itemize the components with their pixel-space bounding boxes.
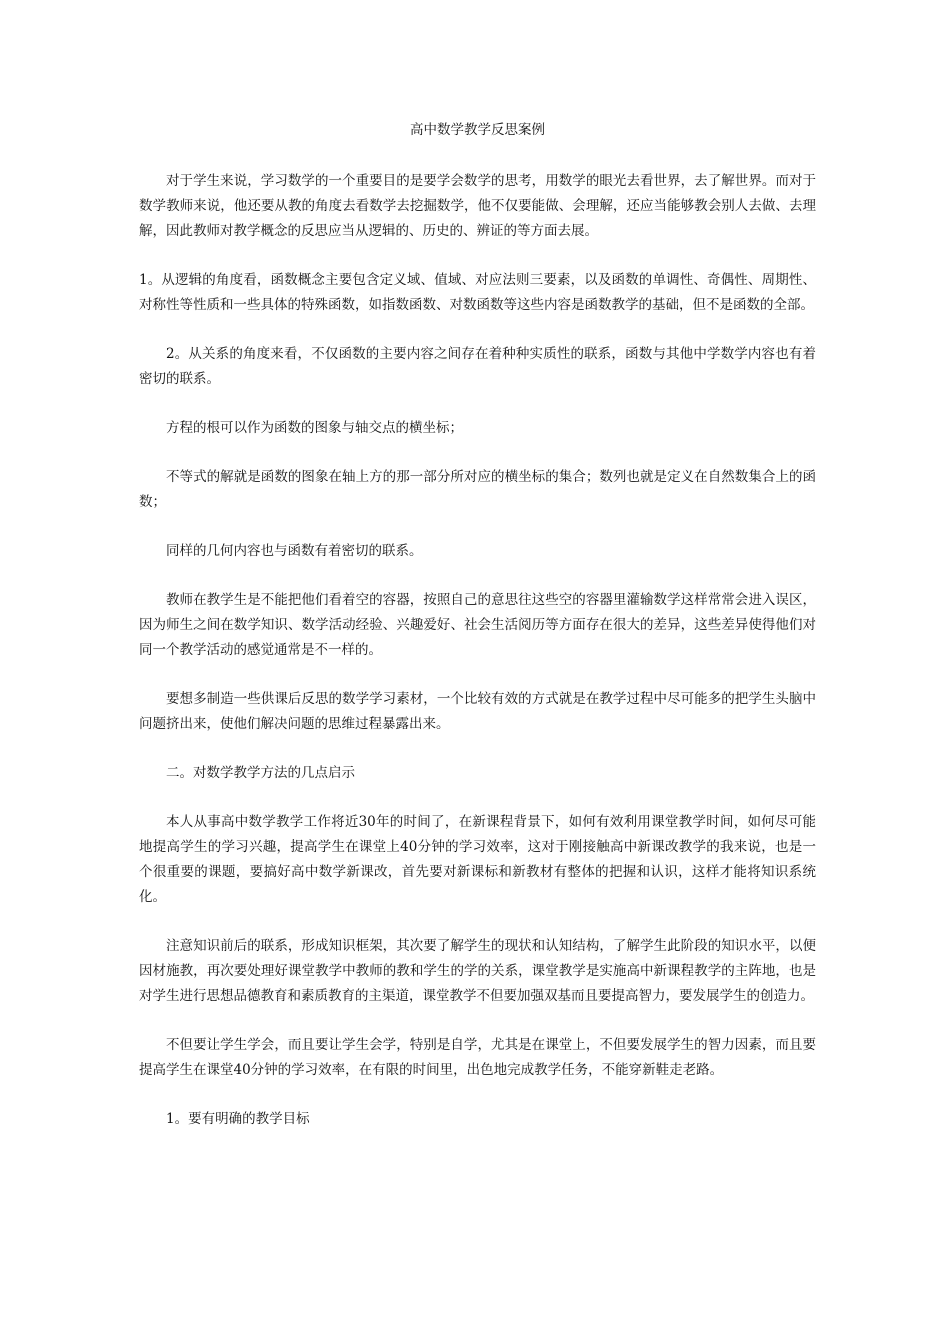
paragraph-teacher-students: 教师在教学生是不能把他们看着空的容器，按照自己的意思往这些空的容器里灌输数学这样常常会进入误区，因为师生之间在数学知识、数学活动经验、兴趣爱好、社会生活阅历等方面存在很大的差异，这些差异使得他们对同一个教学活动的感觉通常是不一样的。 [139, 592, 816, 658]
paragraph-intro: 对于学生来说，学习数学的一个重要目的是要学会数学的思考，用数学的眼光去看世界，去了解世界。而对于数学教师来说，他还要从教的角度去看数学去挖掘数学，他不仅要能做、会理解，还应当能够教会别人去做、去理解，因此教师对教学概念的反思应当从逻辑的、历史的、辨证的等方面去展。 [139, 173, 816, 239]
paragraph-equation-roots: 方程的根可以作为函数的图象与轴交点的横坐标； [166, 420, 463, 436]
document-title: 高中数学教学反思案例 [410, 122, 545, 138]
paragraph-self-learning: 不但要让学生学会，而且要让学生会学，特别是自学，尤其是在课堂上，不但要发展学生的智力因素，而且要提高学生在课堂40分钟的学习效率，在有限的时间里，出色地完成教学任务，不能穿新鞋走老路。 [139, 1037, 816, 1078]
paragraph-logic-angle: 1。从逻辑的角度看，函数概念主要包含定义域、值域、对应法则三要素，以及函数的单调性、奇偶性、周期性、对称性等性质和一些具体的特殊函数，如指数函数、对数函数等这些内容是函数教学的基础，但不是函数的全部。 [139, 272, 816, 313]
paragraph-inequality: 不等式的解就是函数的图象在轴上方的那一部分所对应的横坐标的集合；数列也就是定义在自然数集合上的函数； [139, 469, 816, 510]
paragraph-geometry: 同样的几何内容也与函数有着密切的联系。 [166, 543, 423, 559]
paragraph-relation-angle: 2。从关系的角度来看，不仅函数的主要内容之间存在着种种实质性的联系，函数与其他中学数学内容也有着密切的联系。 [139, 346, 816, 387]
paragraph-knowledge-framework: 注意知识前后的联系，形成知识框架，其次要了解学生的现状和认知结构，了解学生此阶段的知识水平，以便因材施教，再次要处理好课堂教学中教师的教和学生的学的关系，课堂教学是实施高中新课程教学的主阵地，也是对学生进行思想品德教育和素质教育的主渠道，课堂教学不但要加强双基而且要提高智力，要发展学生的创造力。 [139, 938, 816, 1004]
paragraph-experience: 本人从事高中数学教学工作将近30年的时间了，在新课程背景下，如何有效利用课堂教学时间，如何尽可能地提高学生的学习兴趣，提高学生在课堂上40分钟的学习效率，这对于刚接触高中新课改教学的我来说，也是一个很重要的课题，要搞好高中数学新课改，首先要对新课标和新教材有整体的把握和认识，这样才能将知识系统化。 [139, 814, 816, 905]
list-item-teaching-goal: 1。要有明确的教学目标 [166, 1111, 310, 1127]
paragraph-reflection-material: 要想多制造一些供课后反思的数学学习素材，一个比较有效的方式就是在教学过程中尽可能多的把学生头脑中问题挤出来，使他们解决问题的思维过程暴露出来。 [139, 691, 816, 732]
section-heading-methods: 二。对数学教学方法的几点启示 [166, 765, 355, 781]
document-body [139, 118, 816, 1156]
